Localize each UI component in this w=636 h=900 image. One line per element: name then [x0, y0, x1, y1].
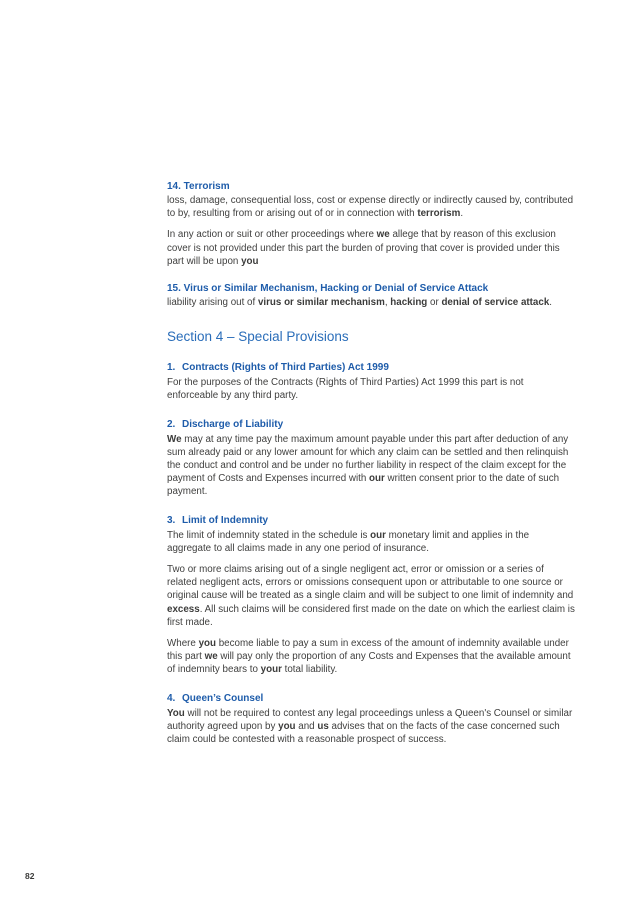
item-1-heading: [167, 361, 575, 374]
item-1-number: 1.: [167, 362, 176, 374]
clause-15-heading: 15. Virus or Similar Mechanism, Hacking or Denial of Service Attack: [167, 283, 489, 295]
item-1-title: Contracts (Rights of Third Parties) Act 1999: [182, 362, 389, 374]
clause-14-paragraph-2: In any action or suit or other proceedings where we allege that by reason of this exclusion cover is not provided under this part the burden of proving that cover is provided under this part will be upon you: [167, 229, 560, 267]
item-2-heading: [167, 418, 575, 431]
item-2-paragraph-1: We may at any time pay the maximum amount payable under this part after deduction of any sum already paid or any lower amount for which any claim can be settled and then relinquish the conduct and control and be under no further liability in respect of the claim except for the payment of Costs and Expenses incurred with our written consent prior to the date of such payment.: [167, 433, 569, 498]
item-4-title: Queen’s Counsel: [182, 692, 264, 704]
policy-text-column: [167, 180, 575, 754]
item-2-title: Discharge of Liability: [182, 418, 284, 430]
item-3-paragraph-3: Where you become liable to pay a sum in excess of the amount of indemnity available under this part we will pay only the proportion of any Costs and Expenses that the available amount of indemnity bears to your total liability.: [167, 638, 571, 676]
item-4-heading: [167, 692, 575, 705]
item-3-heading: [167, 514, 575, 527]
clause-15-paragraph-1: liability arising out of virus or similar mechanism, hacking or denial of service attack.: [167, 297, 553, 309]
clause-14-heading: 14. Terrorism: [167, 181, 230, 192]
item-3-paragraph-1: The limit of indemnity stated in the schedule is our monetary limit and applies in the aggregate to all claims made in any one period of insurance.: [167, 529, 530, 554]
item-3-number: 3.: [167, 514, 176, 526]
section-4-title: Section 4 – Special Provisions: [167, 329, 349, 345]
item-1-paragraph-1: For the purposes of the Contracts (Rights of Third Parties) Act 1999 this part is not enforceable by any third party.: [167, 377, 524, 402]
item-2-number: 2.: [167, 418, 176, 430]
clause-14-paragraph-1: loss, damage, consequential loss, cost or expense directly or indirectly caused by, contributed to by, resulting from or arising out of or in connection with terrorism.: [167, 195, 574, 220]
page-number: 82: [25, 871, 35, 881]
item-4-number: 4.: [167, 692, 176, 704]
item-4-paragraph-1: You will not be required to contest any legal proceedings unless a Queen's Counsel or similar authority agreed upon by you and us advises that on the facts of the case concerned such claim could be contested with a reasonable prospect of success.: [167, 707, 573, 746]
item-3-paragraph-2: Two or more claims arising out of a single negligent act, error or omission or a series of related negligent acts, errors or omissions consequent upon or attributable to one source or original cause will be treated as a single claim and will be subject to one limit of indemnity and excess. All such claims will be considered first made on the date on which the earliest claim is first made.: [167, 564, 575, 628]
item-3-title: Limit of Indemnity: [182, 514, 269, 526]
